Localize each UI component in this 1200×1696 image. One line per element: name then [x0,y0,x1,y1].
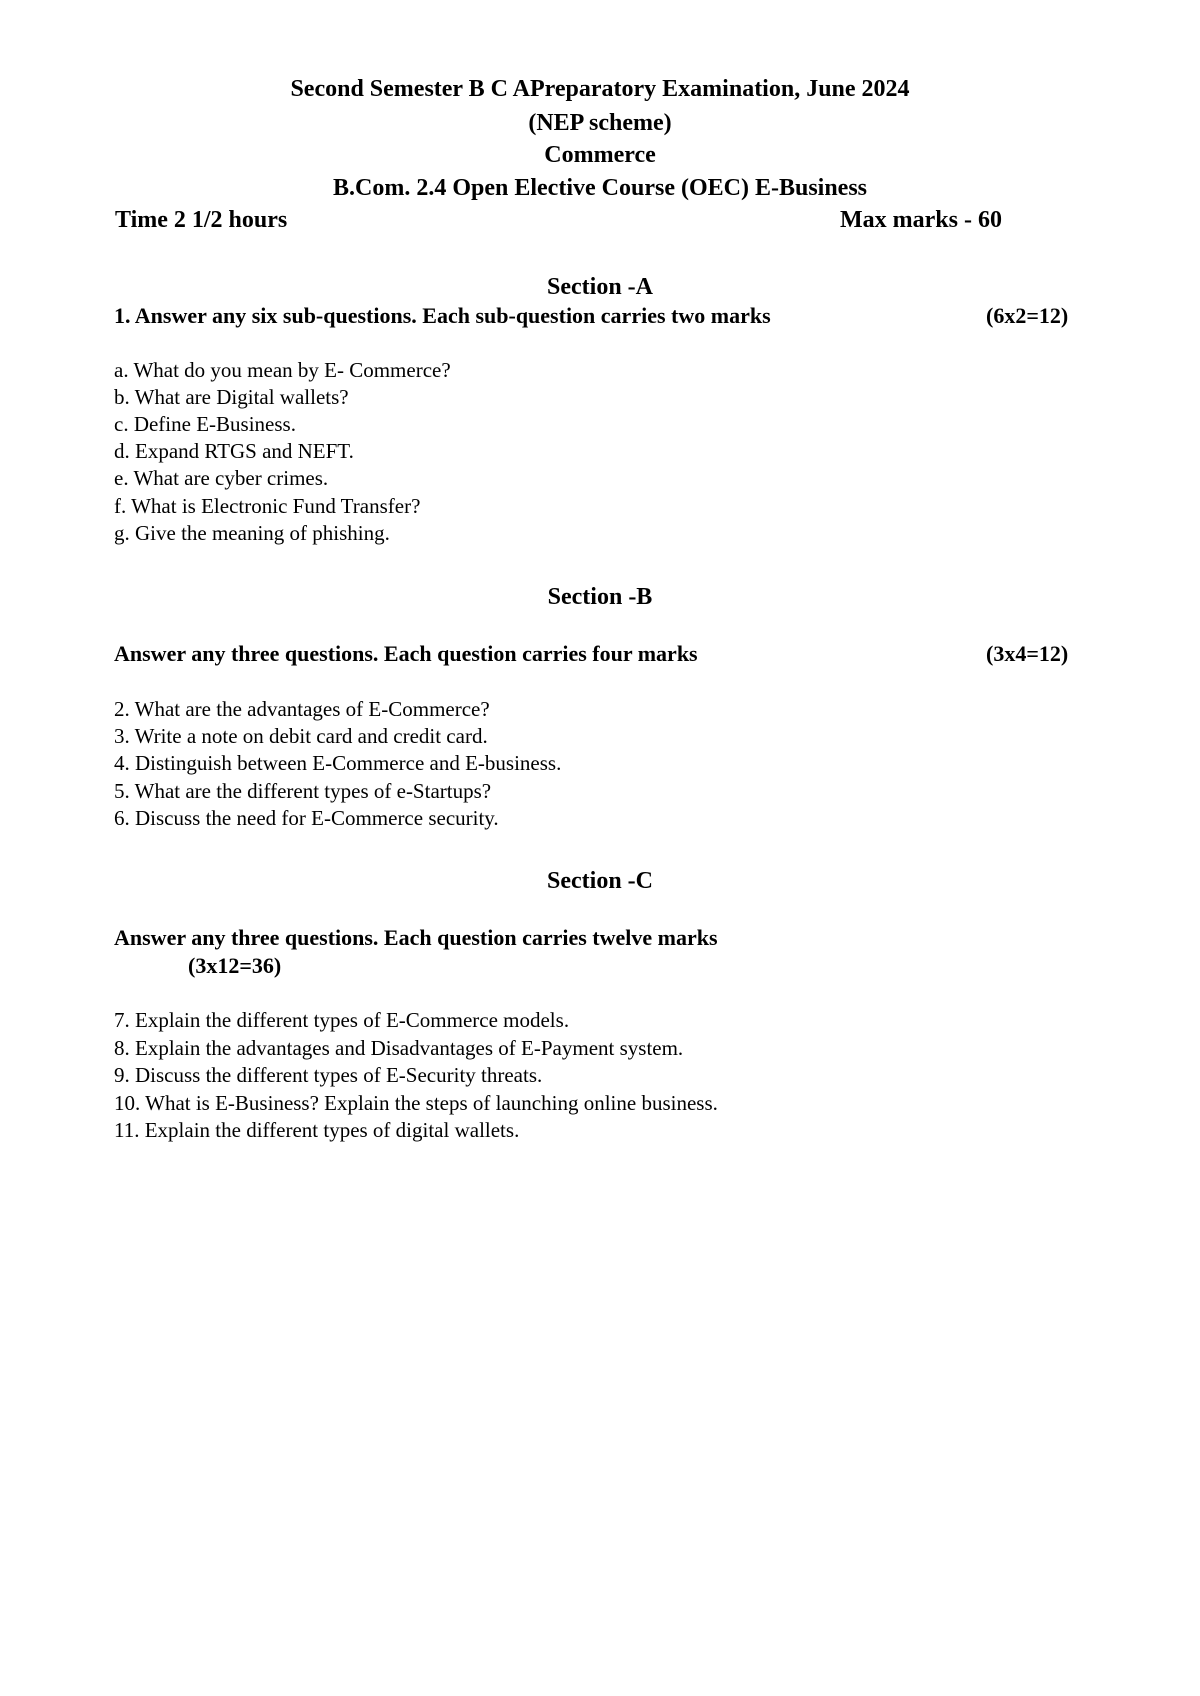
scheme-label: (NEP scheme) [528,110,672,136]
question-item: 2. What are the advantages of E-Commerce? [114,697,490,721]
section-b-title: Section -B [547,584,653,610]
course-title: B.Com. 2.4 Open Elective Course (OEC) E-Business [333,175,867,201]
question-item: c. Define E-Business. [114,412,296,436]
question-item: a. What do you mean by E- Commerce? [114,358,451,382]
section-c-title: Section -C [547,868,653,894]
time-label: Time 2 1/2 hours [115,207,288,233]
question-item: g. Give the meaning of phishing. [114,521,390,545]
section-a-marks: (6x2=12) [986,303,1069,328]
max-marks-label: Max marks - 60 [840,207,1002,233]
question-item: 11. Explain the different types of digital wallets. [114,1118,520,1142]
section-c-instruction: Answer any three questions. Each question carries twelve marks [114,925,718,950]
section-b-marks: (3x4=12) [986,641,1069,666]
section-a-instruction: 1. Answer any six sub-questions. Each sub-question carries two marks [114,303,771,328]
subject-label: Commerce [544,142,656,168]
section-c-marks: (3x12=36) [188,953,282,978]
question-item: f. What is Electronic Fund Transfer? [114,494,421,518]
question-item: 8. Explain the advantages and Disadvantages of E-Payment system. [114,1036,684,1060]
question-item: 5. What are the different types of e-Startups? [114,779,492,803]
question-item: e. What are cyber crimes. [114,466,329,490]
question-item: 7. Explain the different types of E-Commerce models. [114,1008,570,1032]
question-item: 6. Discuss the need for E-Commerce security. [114,806,499,830]
section-a-title: Section -A [547,274,653,300]
question-item: 9. Discuss the different types of E-Security threats. [114,1063,543,1087]
question-item: 10. What is E-Business? Explain the steps of launching online business. [114,1091,718,1115]
question-item: 3. Write a note on debit card and credit card. [114,724,488,748]
question-item: d. Expand RTGS and NEFT. [114,439,354,463]
section-b-instruction: Answer any three questions. Each question carries four marks [114,641,698,666]
question-item: 4. Distinguish between E-Commerce and E-business. [114,751,562,775]
exam-title: Second Semester B C APreparatory Examination, June 2024 [290,76,910,102]
question-item: b. What are Digital wallets? [114,385,349,409]
